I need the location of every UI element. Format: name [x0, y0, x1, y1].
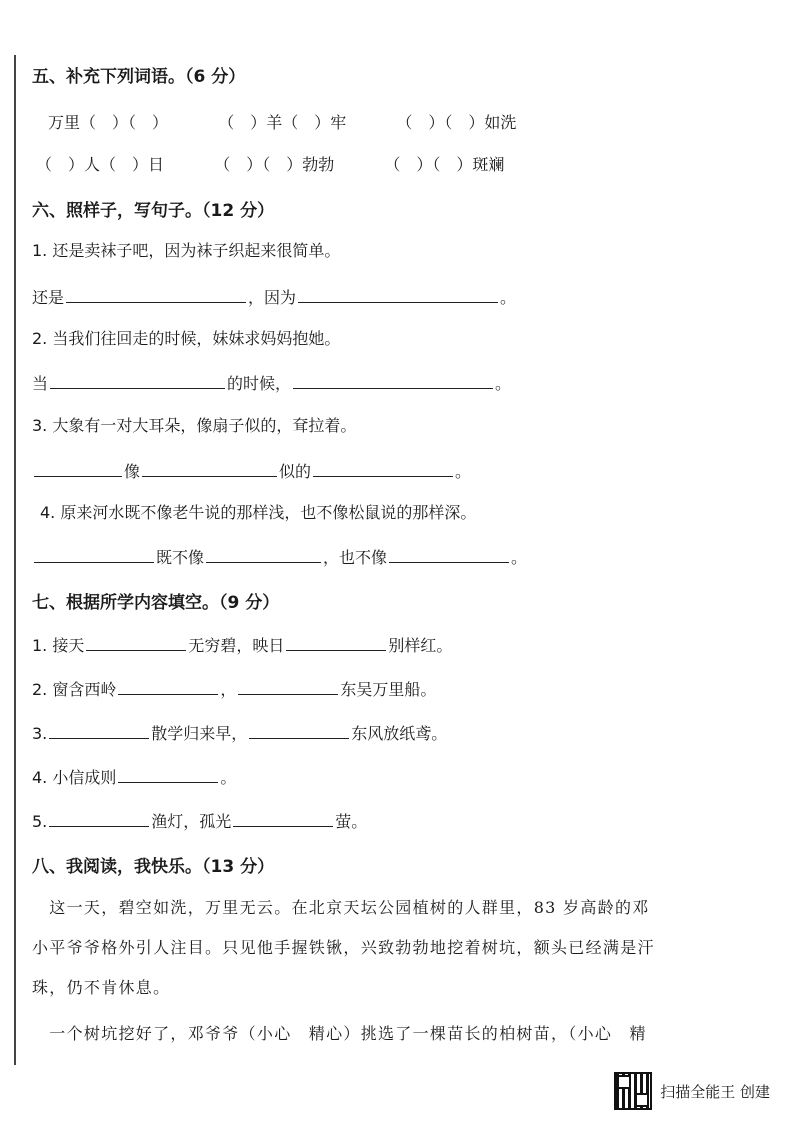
section-6-a2: 当 的时候， 。 [32, 370, 511, 394]
answer-blank[interactable] [118, 676, 218, 695]
answer-blank[interactable] [313, 458, 453, 477]
idiom-2: （ ）羊（ ）牢 [218, 113, 347, 132]
idiom-6: （ ）（ ）斑斓 [384, 155, 505, 174]
answer-blank[interactable] [49, 808, 149, 827]
section-7-line-1: 1. 接天 无穷碧，映日 别样红。 [32, 632, 452, 656]
scanner-watermark [614, 1072, 770, 1110]
section-5-title: 五、补充下列词语。（6 分） [32, 67, 246, 87]
passage-line: 小平爷爷格外引人注目。只见他手握铁锹，兴致勃勃地挖着树坑，额头已经满是汗 [32, 938, 655, 957]
reading-passage [32, 888, 722, 1054]
idiom-5: （ ）（ ）勃勃 [214, 155, 335, 174]
answer-blank[interactable] [86, 632, 186, 651]
section-5-row-2 [36, 152, 504, 175]
section-7-line-3: 3. 散学归来早， 东风放纸鸢。 [32, 720, 447, 744]
answer-blank[interactable] [50, 370, 225, 389]
answer-blank[interactable] [66, 284, 246, 303]
idiom-1: 万里（ ）（ ） [48, 113, 169, 132]
section-6-q1: 1. 还是卖袜子吧，因为袜子织起来很简单。 [32, 241, 341, 260]
section-6-q4: 4. 原来河水既不像老牛说的那样浅，也不像松鼠说的那样深。 [40, 503, 477, 522]
section-6-q3: 3. 大象有一对大耳朵，像扇子似的，耷拉着。 [32, 416, 357, 435]
section-6-a1: 还是 ，因为 。 [32, 284, 516, 308]
answer-blank[interactable] [286, 632, 386, 651]
section-7-line-4: 4. 小信成则 。 [32, 764, 236, 788]
passage-line: 珠，仍不肯休息。 [32, 978, 171, 997]
idiom-3: （ ）（ ）如洗 [396, 113, 517, 132]
idiom-4: （ ）人（ ）日 [36, 155, 165, 174]
passage-line: 一个树坑挖好了，邓爷爷（小心 精心）挑选了一棵苗长的柏树苗，（小心 精 [32, 1024, 647, 1043]
section-5-row-1 [48, 110, 516, 133]
answer-blank[interactable] [233, 808, 333, 827]
answer-blank[interactable] [293, 370, 493, 389]
watermark-text: 扫描全能王 创建 [660, 1082, 770, 1101]
section-7-title: 七、根据所学内容填空。（9 分） [32, 593, 280, 613]
answer-blank[interactable] [118, 764, 218, 783]
answer-blank[interactable] [298, 284, 498, 303]
answer-blank[interactable] [249, 720, 349, 739]
answer-blank[interactable] [34, 544, 154, 563]
qr-code-icon [614, 1072, 652, 1110]
section-6-a3: 像 似的 。 [32, 458, 471, 482]
answer-blank[interactable] [142, 458, 277, 477]
section-7-line-2: 2. 窗含西岭 ， 东吴万里船。 [32, 676, 436, 700]
answer-blank[interactable] [206, 544, 321, 563]
answer-blank[interactable] [389, 544, 509, 563]
answer-blank[interactable] [238, 676, 338, 695]
section-6-title: 六、照样子，写句子。（12 分） [32, 201, 275, 221]
section-6-q2: 2. 当我们往回走的时候，妹妹求妈妈抱她。 [32, 329, 341, 348]
passage-line: 这一天，碧空如洗，万里无云。在北京天坛公园植树的人群里，83 岁高龄的邓 [32, 898, 650, 917]
section-8-title: 八、我阅读，我快乐。（13 分） [32, 857, 275, 877]
section-7-line-5: 5. 渔灯，孤光 萤。 [32, 808, 367, 832]
answer-blank[interactable] [34, 458, 122, 477]
margin-line [14, 55, 16, 1065]
answer-blank[interactable] [49, 720, 149, 739]
section-6-a4: 既不像 ，也不像 。 [32, 544, 527, 568]
